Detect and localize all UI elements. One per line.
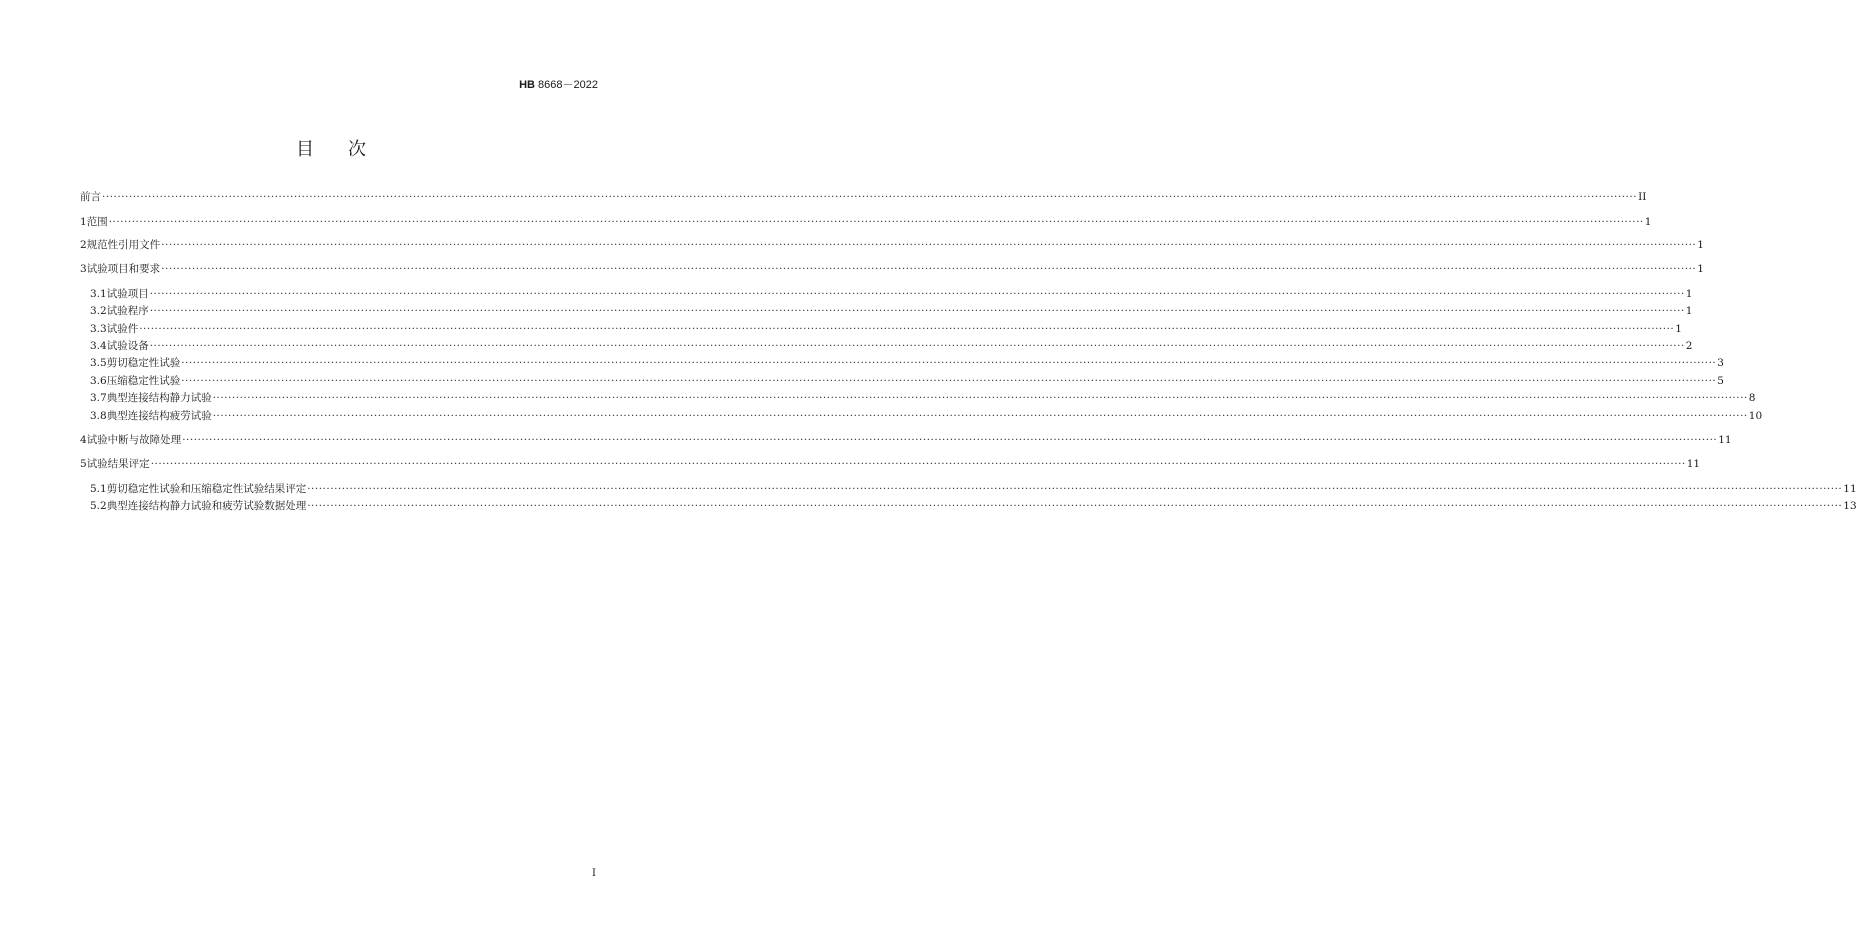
toc-entry-page: 1 (1697, 239, 1704, 251)
toc-entry[interactable] (90, 499, 1857, 513)
toc-entry-label: 试验件 (106, 323, 139, 335)
toc-entry-number: 3.8 (90, 410, 107, 422)
toc-entry-page: 10 (1748, 410, 1763, 422)
toc-entry-number: 3.2 (90, 305, 107, 317)
toc-entry-page: 3 (1717, 357, 1724, 369)
toc-entry-page: 1 (1675, 323, 1682, 335)
toc-leader-dots: ················································································································································································································································································································································································································ (149, 288, 1685, 300)
toc-entry-page: 13 (1843, 500, 1857, 512)
standard-number: 8668－2022 (538, 79, 598, 91)
toc-entry[interactable] (90, 482, 1857, 496)
toc-entry-label: 典型连接结构静力试验和疲劳试验数据处理 (106, 500, 307, 512)
toc-entry-page: 11 (1686, 458, 1701, 470)
toc-entry-label: 试验项目 (106, 288, 149, 300)
toc-entry-label: 范围 (86, 216, 108, 228)
toc-leader-dots: ················································································································································································································································································································································································································ (149, 340, 1685, 352)
toc-entry[interactable] (90, 287, 1693, 301)
toc-entry-label: 试验结果评定 (86, 458, 150, 470)
toc-entry-label: 典型连接结构疲劳试验 (106, 410, 212, 422)
toc-entry-label: 压缩稳定性试验 (106, 375, 181, 387)
toc-entry[interactable] (90, 356, 1724, 370)
toc-leader-dots: ················································································································································································································································································································································································································ (182, 434, 1718, 446)
toc-entry-label: 试验设备 (106, 340, 149, 352)
toc-entry[interactable] (80, 433, 1732, 447)
standard-prefix: HB (519, 79, 535, 91)
toc-leader-dots: ················································································································································································································································································································································································································ (150, 458, 1686, 470)
footer-page-number: I (592, 868, 596, 879)
toc-leader-dots: ················································································································································································································································································································································································································ (161, 239, 1697, 251)
toc-entry[interactable] (90, 409, 1763, 423)
toc-entry-page: 11 (1718, 434, 1732, 446)
toc-entry[interactable] (80, 262, 1704, 276)
toc-entry[interactable] (80, 238, 1704, 252)
toc-leader-dots: ················································································································································································································································································································································································································ (102, 191, 1638, 203)
toc-entry-number: 5 (80, 458, 87, 470)
toc-entry[interactable] (80, 215, 1652, 229)
toc-entry-page: 11 (1843, 483, 1857, 495)
toc-leader-dots: ················································································································································································································································································································································································································ (307, 483, 1843, 495)
toc-entry-label: 典型连接结构静力试验 (106, 392, 212, 404)
toc-entry-page: 1 (1685, 288, 1693, 300)
toc-entry[interactable] (80, 457, 1701, 471)
toc-entry-page: 1 (1644, 216, 1652, 228)
toc-entry-page: 1 (1685, 305, 1693, 317)
toc-entry-number: 2 (80, 239, 87, 251)
toc-entry-page: 5 (1717, 375, 1724, 387)
title-char-right: 次 (348, 139, 366, 160)
toc-entry-page: II (1638, 191, 1647, 203)
toc-entry-number: 5.1 (90, 483, 107, 495)
toc-entry[interactable] (80, 190, 1647, 204)
toc-entry-number: 3.3 (90, 323, 107, 335)
toc-entry-number: 3.6 (90, 375, 107, 387)
toc-entry[interactable] (90, 304, 1693, 318)
toc-entry-label: 规范性引用文件 (86, 239, 161, 251)
toc-entry-page: 8 (1748, 392, 1756, 404)
title-char-left: 目 (296, 139, 314, 160)
toc-leader-dots: ················································································································································································································································································································································································································ (139, 323, 1675, 335)
page-title (0, 135, 662, 161)
toc-leader-dots: ················································································································································································································································································································································································································ (307, 500, 1843, 512)
standard-code (519, 76, 598, 92)
toc-leader-dots: ················································································································································································································································································································································································································ (108, 216, 1644, 228)
toc-entry[interactable] (90, 391, 1756, 405)
toc-entry-label: 前言 (80, 191, 101, 203)
toc-leader-dots: ················································································································································································································································································································································································································ (212, 392, 1748, 404)
toc-entry-number: 3 (80, 263, 87, 275)
toc-entry-number: 5.2 (90, 500, 107, 512)
toc-entry-label: 剪切稳定性试验 (106, 357, 181, 369)
toc-entry-number: 3.4 (90, 340, 107, 352)
toc-entry[interactable] (90, 339, 1693, 353)
toc-entry-page: 2 (1685, 340, 1693, 352)
toc-leader-dots: ················································································································································································································································································································································································································ (161, 263, 1697, 275)
toc-entry-page: 1 (1697, 263, 1704, 275)
toc-entry-number: 1 (80, 216, 87, 228)
toc-entry-number: 3.7 (90, 392, 107, 404)
toc-leader-dots: ················································································································································································································································································································································································································ (149, 305, 1685, 317)
toc-entry-label: 试验程序 (106, 305, 149, 317)
toc-leader-dots: ················································································································································································································································································································································································································ (212, 410, 1748, 422)
toc-entry-label: 试验中断与故障处理 (86, 434, 182, 446)
toc-entry-number: 3.5 (90, 357, 107, 369)
toc-entry-number: 3.1 (90, 288, 107, 300)
toc-entry-number: 4 (80, 434, 87, 446)
toc-entry-label: 剪切稳定性试验和压缩稳定性试验结果评定 (106, 483, 307, 495)
toc-entry[interactable] (90, 374, 1724, 388)
toc-entry-label: 试验项目和要求 (86, 263, 161, 275)
toc-leader-dots: ················································································································································································································································································································································································································ (181, 357, 1717, 369)
toc-leader-dots: ················································································································································································································································································································································································································ (181, 375, 1717, 387)
toc-entry[interactable] (90, 322, 1682, 336)
